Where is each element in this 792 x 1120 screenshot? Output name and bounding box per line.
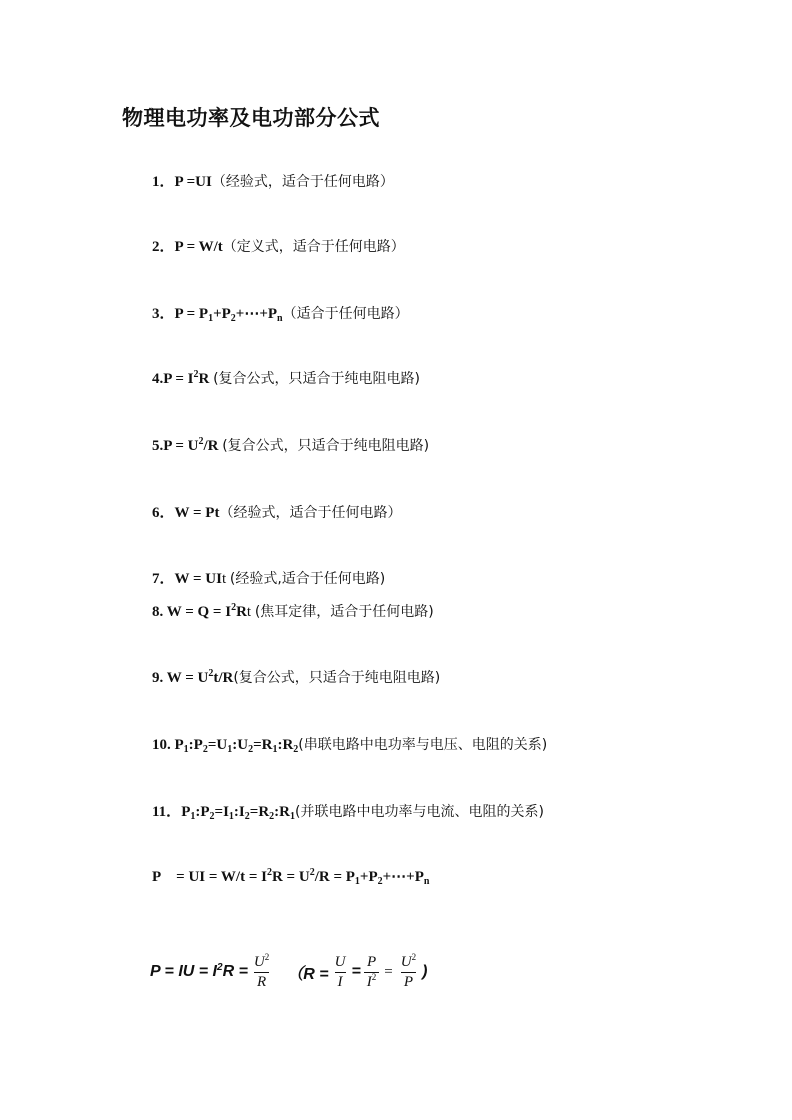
formula-summary: P = UI = $W/t = I^2R = U^2/R$ = $P_1+P_2+\cdots+P_n$ [152, 867, 430, 887]
formula-line-5: $5.P = U^2/R$ (复合公式，只适合于纯电阻电路) [152, 436, 430, 454]
formula-line-6: 6．W = Pt（经验式，适合于任何电路） [152, 505, 402, 521]
formula-line-4: $4.P = I^2R$ (复合公式，只适合于纯电阻电路) [152, 369, 421, 387]
power-resistance-formula: P = IU = $I^2R$ = $\frac{U^2}{R}$ （R = $\frac{U}{I}$ = $\frac{P}{I^2}$ = $\frac{U^2}{P}$ ) [150, 951, 428, 990]
formula-line-8: 8. $W = Q = I^2Rt$ (焦耳定律，适合于任何电路) [152, 602, 434, 620]
formula-line-7: 7．W = UIt (经验式,适合于任何电路) [152, 571, 386, 587]
formula-line-1: 1．P =UI（经验式，适合于任何电路） [152, 174, 394, 190]
formula-line-10: 10. $P_1:P_2=U_1:U_2=R_1:R_2$(串联电路中电功率与电压、电阻的关系) [152, 737, 548, 755]
page-title: 物理电功率及电功部分公式 [122, 106, 380, 130]
formula-line-3: 3．$P = P_1+P_2+\cdots+P_n$（适合于任何电路） [152, 306, 409, 324]
formula-line-2: 2．P = W/t（定义式，适合于任何电路） [152, 239, 405, 255]
formula-line-11: 11．$P_1:P_2=I_1:I_2=R_2:R_1$(并联电路中电功率与电流、电阻的关系) [152, 804, 544, 822]
formula-line-9: 9. $W = U^2t/R$(复合公式，只适合于纯电阻电路) [152, 668, 441, 686]
